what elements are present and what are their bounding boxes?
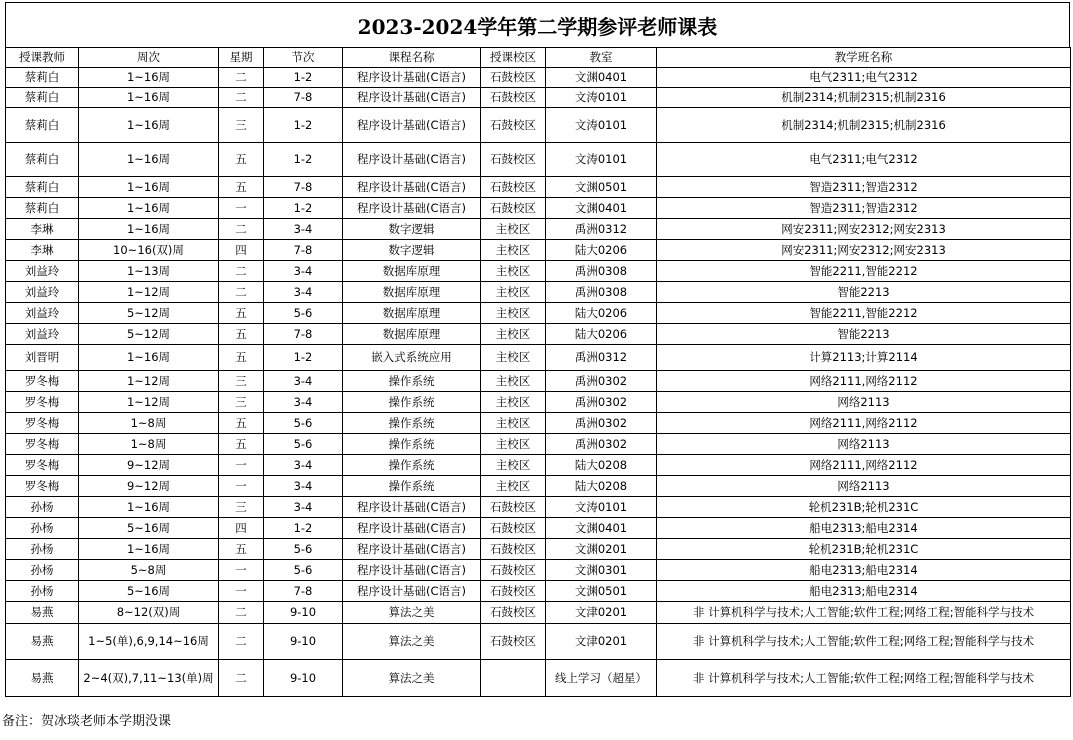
cell-classroom: 禹洲0308 bbox=[546, 261, 657, 282]
cell-course: 程序设计基础(C语言) bbox=[343, 198, 481, 219]
cell-teacher: 蔡莉白 bbox=[6, 108, 79, 143]
cell-periods: 3-4 bbox=[264, 476, 343, 497]
cell-course: 程序设计基础(C语言) bbox=[343, 143, 481, 177]
table-row bbox=[6, 143, 1071, 177]
cell-weekday: 四 bbox=[219, 240, 264, 261]
cell-teacher: 李琳 bbox=[6, 219, 79, 240]
cell-course: 程序设计基础(C语言) bbox=[343, 108, 481, 143]
cell-periods: 7-8 bbox=[264, 581, 343, 602]
cell-classroom: 禹洲0312 bbox=[546, 345, 657, 371]
cell-campus: 主校区 bbox=[481, 392, 546, 413]
cell-campus: 主校区 bbox=[481, 345, 546, 371]
cell-weekday: 五 bbox=[219, 413, 264, 434]
cell-weekday: 二 bbox=[219, 68, 264, 88]
cell-weekday: 一 bbox=[219, 560, 264, 581]
cell-teacher: 罗冬梅 bbox=[6, 371, 79, 392]
cell-campus: 主校区 bbox=[481, 261, 546, 282]
cell-teacher: 罗冬梅 bbox=[6, 476, 79, 497]
cell-class-names: 网络2113 bbox=[657, 476, 1071, 497]
sheet-title: 2023-2024学年第二学期参评老师课表 bbox=[5, 2, 1070, 47]
cell-weekday: 二 bbox=[219, 602, 264, 624]
cell-class-names: 机制2314;机制2315;机制2316 bbox=[657, 88, 1071, 108]
cell-class-names: 电气2311;电气2312 bbox=[657, 68, 1071, 88]
table-row bbox=[6, 108, 1071, 143]
cell-classroom: 文涛0101 bbox=[546, 497, 657, 518]
cell-class-names: 船电2313;船电2314 bbox=[657, 518, 1071, 539]
cell-course: 嵌入式系统应用 bbox=[343, 345, 481, 371]
cell-periods: 3-4 bbox=[264, 371, 343, 392]
table-row bbox=[6, 177, 1071, 198]
cell-teacher: 蔡莉白 bbox=[6, 198, 79, 219]
cell-weekday: 二 bbox=[219, 219, 264, 240]
cell-class-names: 轮机231B;轮机231C bbox=[657, 497, 1071, 518]
cell-classroom: 文渊0401 bbox=[546, 198, 657, 219]
cell-weekday: 三 bbox=[219, 392, 264, 413]
cell-campus: 石鼓校区 bbox=[481, 198, 546, 219]
cell-classroom: 禹洲0308 bbox=[546, 282, 657, 303]
cell-weeks: 1~16周 bbox=[79, 198, 219, 219]
cell-campus: 石鼓校区 bbox=[481, 518, 546, 539]
header-weekday: 星期 bbox=[219, 48, 264, 68]
cell-teacher: 蔡莉白 bbox=[6, 68, 79, 88]
cell-course: 程序设计基础(C语言) bbox=[343, 497, 481, 518]
cell-classroom: 禹洲0302 bbox=[546, 371, 657, 392]
table-row bbox=[6, 219, 1071, 240]
cell-classroom: 陆大0208 bbox=[546, 455, 657, 476]
cell-class-names: 智能2213 bbox=[657, 324, 1071, 345]
table-row bbox=[6, 371, 1071, 392]
cell-campus: 石鼓校区 bbox=[481, 177, 546, 198]
cell-weeks: 1~16周 bbox=[79, 539, 219, 560]
cell-course: 程序设计基础(C语言) bbox=[343, 581, 481, 602]
cell-teacher: 易燕 bbox=[6, 624, 79, 660]
cell-weeks: 9~12周 bbox=[79, 455, 219, 476]
cell-periods: 5-6 bbox=[264, 434, 343, 455]
cell-class-names: 智能2213 bbox=[657, 282, 1071, 303]
header-campus: 授课校区 bbox=[481, 48, 546, 68]
cell-class-names: 机制2314;机制2315;机制2316 bbox=[657, 108, 1071, 143]
cell-weeks: 1~16周 bbox=[79, 108, 219, 143]
cell-classroom: 文渊0301 bbox=[546, 560, 657, 581]
cell-weeks: 1~16周 bbox=[79, 68, 219, 88]
cell-weekday: 二 bbox=[219, 660, 264, 697]
cell-course: 数字逻辑 bbox=[343, 219, 481, 240]
cell-weeks: 2~4(双),7,11~13(单)周 bbox=[79, 660, 219, 697]
table-row bbox=[6, 560, 1071, 581]
cell-weekday: 五 bbox=[219, 177, 264, 198]
cell-campus: 石鼓校区 bbox=[481, 581, 546, 602]
table-row bbox=[6, 303, 1071, 324]
cell-periods: 3-4 bbox=[264, 282, 343, 303]
cell-teacher: 孙杨 bbox=[6, 560, 79, 581]
cell-classroom: 文渊0401 bbox=[546, 518, 657, 539]
cell-teacher: 李琳 bbox=[6, 240, 79, 261]
cell-classroom: 禹洲0302 bbox=[546, 392, 657, 413]
cell-campus: 主校区 bbox=[481, 324, 546, 345]
cell-weekday: 二 bbox=[219, 282, 264, 303]
cell-weekday: 五 bbox=[219, 324, 264, 345]
cell-weeks: 9~12周 bbox=[79, 476, 219, 497]
header-course: 课程名称 bbox=[343, 48, 481, 68]
cell-periods: 9-10 bbox=[264, 660, 343, 697]
cell-periods: 3-4 bbox=[264, 497, 343, 518]
cell-weeks: 1~12周 bbox=[79, 392, 219, 413]
table-row bbox=[6, 413, 1071, 434]
cell-weeks: 1~16周 bbox=[79, 497, 219, 518]
cell-classroom: 陆大0206 bbox=[546, 303, 657, 324]
cell-periods: 5-6 bbox=[264, 560, 343, 581]
cell-periods: 1-2 bbox=[264, 143, 343, 177]
cell-teacher: 易燕 bbox=[6, 602, 79, 624]
cell-periods: 7-8 bbox=[264, 177, 343, 198]
cell-campus: 主校区 bbox=[481, 240, 546, 261]
cell-periods: 3-4 bbox=[264, 219, 343, 240]
cell-weekday: 三 bbox=[219, 371, 264, 392]
cell-weeks: 1~16周 bbox=[79, 219, 219, 240]
cell-class-names: 非 计算机科学与技术;人工智能;软件工程;网络工程;智能科学与技术 bbox=[657, 660, 1071, 697]
cell-periods: 1-2 bbox=[264, 345, 343, 371]
cell-teacher: 蔡莉白 bbox=[6, 88, 79, 108]
cell-class-names: 智造2311;智造2312 bbox=[657, 177, 1071, 198]
cell-classroom: 禹洲0302 bbox=[546, 434, 657, 455]
cell-weeks: 5~16周 bbox=[79, 518, 219, 539]
cell-course: 程序设计基础(C语言) bbox=[343, 518, 481, 539]
cell-periods: 5-6 bbox=[264, 413, 343, 434]
cell-course: 程序设计基础(C语言) bbox=[343, 539, 481, 560]
cell-classroom: 文渊0401 bbox=[546, 68, 657, 88]
table-row bbox=[6, 88, 1071, 108]
cell-classroom: 文渊0501 bbox=[546, 581, 657, 602]
cell-classroom: 文渊0201 bbox=[546, 539, 657, 560]
cell-weeks: 8~12(双)周 bbox=[79, 602, 219, 624]
cell-periods: 1-2 bbox=[264, 198, 343, 219]
table-row bbox=[6, 345, 1071, 371]
cell-teacher: 孙杨 bbox=[6, 497, 79, 518]
cell-teacher: 刘益玲 bbox=[6, 303, 79, 324]
cell-weekday: 五 bbox=[219, 434, 264, 455]
cell-weeks: 5~12周 bbox=[79, 324, 219, 345]
cell-weeks: 5~12周 bbox=[79, 303, 219, 324]
table-row bbox=[6, 602, 1071, 624]
cell-classroom: 陆大0206 bbox=[546, 324, 657, 345]
table-row bbox=[6, 68, 1071, 88]
table-row bbox=[6, 581, 1071, 602]
cell-course: 程序设计基础(C语言) bbox=[343, 560, 481, 581]
cell-teacher: 刘晋明 bbox=[6, 345, 79, 371]
header-weeks: 周次 bbox=[79, 48, 219, 68]
cell-weeks: 1~5(单),6,9,14~16周 bbox=[79, 624, 219, 660]
cell-teacher: 孙杨 bbox=[6, 581, 79, 602]
cell-campus: 石鼓校区 bbox=[481, 108, 546, 143]
cell-periods: 9-10 bbox=[264, 624, 343, 660]
header-teacher: 授课教师 bbox=[6, 48, 79, 68]
cell-class-names: 网安2311;网安2312;网安2313 bbox=[657, 219, 1071, 240]
cell-classroom: 线上学习（超星） bbox=[546, 660, 657, 697]
header-classroom: 教室 bbox=[546, 48, 657, 68]
cell-course: 数字逻辑 bbox=[343, 240, 481, 261]
table-row bbox=[6, 518, 1071, 539]
cell-course: 数据库原理 bbox=[343, 282, 481, 303]
cell-periods: 3-4 bbox=[264, 392, 343, 413]
table-row bbox=[6, 240, 1071, 261]
header-periods: 节次 bbox=[264, 48, 343, 68]
cell-course: 操作系统 bbox=[343, 371, 481, 392]
cell-campus: 主校区 bbox=[481, 303, 546, 324]
header-row bbox=[6, 48, 1071, 68]
cell-classroom: 文涛0101 bbox=[546, 143, 657, 177]
cell-campus: 石鼓校区 bbox=[481, 560, 546, 581]
cell-weeks: 5~16周 bbox=[79, 581, 219, 602]
cell-course: 操作系统 bbox=[343, 455, 481, 476]
cell-weekday: 五 bbox=[219, 345, 264, 371]
cell-class-names: 智能2211,智能2212 bbox=[657, 303, 1071, 324]
cell-class-names: 非 计算机科学与技术;人工智能;软件工程;网络工程;智能科学与技术 bbox=[657, 624, 1071, 660]
cell-campus: 石鼓校区 bbox=[481, 88, 546, 108]
cell-class-names: 网络2111,网络2112 bbox=[657, 413, 1071, 434]
cell-class-names: 船电2313;船电2314 bbox=[657, 581, 1071, 602]
cell-weeks: 1~16周 bbox=[79, 143, 219, 177]
cell-campus: 石鼓校区 bbox=[481, 497, 546, 518]
cell-teacher: 罗冬梅 bbox=[6, 434, 79, 455]
cell-course: 算法之美 bbox=[343, 624, 481, 660]
cell-course: 程序设计基础(C语言) bbox=[343, 68, 481, 88]
cell-course: 操作系统 bbox=[343, 476, 481, 497]
cell-teacher: 孙杨 bbox=[6, 518, 79, 539]
cell-campus: 主校区 bbox=[481, 413, 546, 434]
cell-classroom: 文涛0101 bbox=[546, 108, 657, 143]
cell-class-names: 智造2311;智造2312 bbox=[657, 198, 1071, 219]
cell-course: 数据库原理 bbox=[343, 324, 481, 345]
cell-course: 算法之美 bbox=[343, 660, 481, 697]
cell-weeks: 1~12周 bbox=[79, 282, 219, 303]
cell-weekday: 二 bbox=[219, 624, 264, 660]
cell-classroom: 陆大0206 bbox=[546, 240, 657, 261]
cell-periods: 3-4 bbox=[264, 455, 343, 476]
cell-periods: 9-10 bbox=[264, 602, 343, 624]
cell-course: 数据库原理 bbox=[343, 261, 481, 282]
cell-campus: 石鼓校区 bbox=[481, 143, 546, 177]
table-row bbox=[6, 434, 1071, 455]
table-row bbox=[6, 476, 1071, 497]
cell-campus: 主校区 bbox=[481, 282, 546, 303]
cell-teacher: 孙杨 bbox=[6, 539, 79, 560]
cell-course: 操作系统 bbox=[343, 413, 481, 434]
cell-teacher: 刘益玲 bbox=[6, 282, 79, 303]
cell-course: 操作系统 bbox=[343, 392, 481, 413]
cell-course: 数据库原理 bbox=[343, 303, 481, 324]
cell-weekday: 二 bbox=[219, 88, 264, 108]
cell-class-names: 网络2113 bbox=[657, 434, 1071, 455]
cell-campus: 石鼓校区 bbox=[481, 602, 546, 624]
cell-weeks: 1~16周 bbox=[79, 177, 219, 198]
cell-weeks: 1~12周 bbox=[79, 371, 219, 392]
cell-weeks: 10~16(双)周 bbox=[79, 240, 219, 261]
cell-teacher: 刘益玲 bbox=[6, 261, 79, 282]
cell-class-names: 网络2111,网络2112 bbox=[657, 371, 1071, 392]
cell-class-names: 电气2311;电气2312 bbox=[657, 143, 1071, 177]
schedule-table bbox=[5, 47, 1071, 697]
cell-periods: 1-2 bbox=[264, 518, 343, 539]
cell-classroom: 陆大0208 bbox=[546, 476, 657, 497]
cell-class-names: 计算2113;计算2114 bbox=[657, 345, 1071, 371]
cell-periods: 1-2 bbox=[264, 108, 343, 143]
cell-weekday: 一 bbox=[219, 455, 264, 476]
table-row bbox=[6, 261, 1071, 282]
cell-weeks: 1~16周 bbox=[79, 88, 219, 108]
cell-weekday: 四 bbox=[219, 518, 264, 539]
cell-classroom: 文津0201 bbox=[546, 602, 657, 624]
cell-weekday: 一 bbox=[219, 581, 264, 602]
cell-weeks: 5~8周 bbox=[79, 560, 219, 581]
remark-note: 备注：贺冰琰老师本学期没课 bbox=[2, 714, 172, 729]
cell-class-names: 智能2211,智能2212 bbox=[657, 261, 1071, 282]
cell-weekday: 三 bbox=[219, 108, 264, 143]
cell-weeks: 1~13周 bbox=[79, 261, 219, 282]
cell-periods: 1-2 bbox=[264, 68, 343, 88]
cell-campus bbox=[481, 660, 546, 697]
cell-class-names: 网安2311;网安2312;网安2313 bbox=[657, 240, 1071, 261]
cell-class-names: 船电2313;船电2314 bbox=[657, 560, 1071, 581]
cell-periods: 7-8 bbox=[264, 324, 343, 345]
cell-campus: 主校区 bbox=[481, 371, 546, 392]
cell-classroom: 文涛0101 bbox=[546, 88, 657, 108]
table-row bbox=[6, 497, 1071, 518]
cell-campus: 石鼓校区 bbox=[481, 68, 546, 88]
table-row bbox=[6, 392, 1071, 413]
table-row bbox=[6, 624, 1071, 660]
cell-periods: 7-8 bbox=[264, 240, 343, 261]
cell-class-names: 非 计算机科学与技术;人工智能;软件工程;网络工程;智能科学与技术 bbox=[657, 602, 1071, 624]
cell-course: 算法之美 bbox=[343, 602, 481, 624]
cell-campus: 石鼓校区 bbox=[481, 539, 546, 560]
schedule-sheet bbox=[5, 2, 1070, 697]
cell-class-names: 网络2113 bbox=[657, 392, 1071, 413]
cell-class-names: 轮机231B;轮机231C bbox=[657, 539, 1071, 560]
cell-teacher: 蔡莉白 bbox=[6, 177, 79, 198]
cell-weekday: 一 bbox=[219, 198, 264, 219]
table-row bbox=[6, 198, 1071, 219]
cell-classroom: 禹洲0302 bbox=[546, 413, 657, 434]
table-row bbox=[6, 660, 1071, 697]
cell-course: 程序设计基础(C语言) bbox=[343, 88, 481, 108]
table-row bbox=[6, 455, 1071, 476]
cell-periods: 5-6 bbox=[264, 539, 343, 560]
cell-weekday: 一 bbox=[219, 476, 264, 497]
cell-teacher: 蔡莉白 bbox=[6, 143, 79, 177]
cell-course: 操作系统 bbox=[343, 434, 481, 455]
cell-periods: 7-8 bbox=[264, 88, 343, 108]
table-row bbox=[6, 539, 1071, 560]
table-row bbox=[6, 324, 1071, 345]
cell-teacher: 罗冬梅 bbox=[6, 455, 79, 476]
cell-teacher: 罗冬梅 bbox=[6, 392, 79, 413]
cell-periods: 3-4 bbox=[264, 261, 343, 282]
cell-teacher: 罗冬梅 bbox=[6, 413, 79, 434]
cell-campus: 主校区 bbox=[481, 219, 546, 240]
cell-weeks: 1~8周 bbox=[79, 413, 219, 434]
cell-class-names: 网络2111,网络2112 bbox=[657, 455, 1071, 476]
cell-weekday: 五 bbox=[219, 303, 264, 324]
header-class-names: 教学班名称 bbox=[657, 48, 1071, 68]
cell-weekday: 二 bbox=[219, 261, 264, 282]
cell-weekday: 五 bbox=[219, 143, 264, 177]
cell-teacher: 刘益玲 bbox=[6, 324, 79, 345]
cell-course: 程序设计基础(C语言) bbox=[343, 177, 481, 198]
cell-campus: 主校区 bbox=[481, 455, 546, 476]
cell-classroom: 文津0201 bbox=[546, 624, 657, 660]
cell-teacher: 易燕 bbox=[6, 660, 79, 697]
cell-weekday: 三 bbox=[219, 497, 264, 518]
cell-campus: 主校区 bbox=[481, 434, 546, 455]
cell-campus: 主校区 bbox=[481, 476, 546, 497]
cell-campus: 石鼓校区 bbox=[481, 624, 546, 660]
table-row bbox=[6, 282, 1071, 303]
cell-classroom: 文渊0501 bbox=[546, 177, 657, 198]
cell-weeks: 1~8周 bbox=[79, 434, 219, 455]
cell-weekday: 五 bbox=[219, 539, 264, 560]
cell-classroom: 禹洲0312 bbox=[546, 219, 657, 240]
cell-periods: 5-6 bbox=[264, 303, 343, 324]
cell-weeks: 1~16周 bbox=[79, 345, 219, 371]
